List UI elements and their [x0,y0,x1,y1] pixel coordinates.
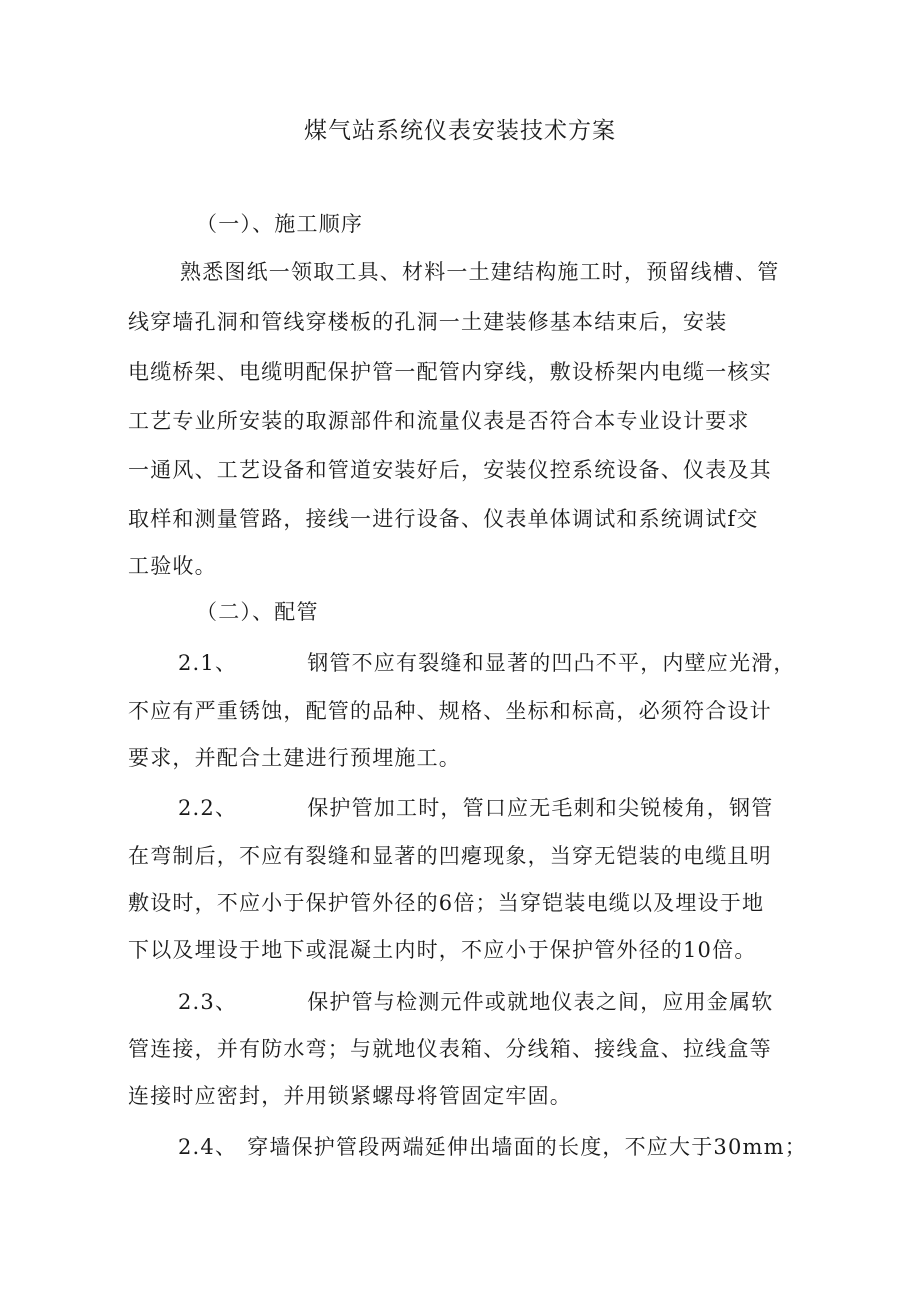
clause-text: 穿墙保护管段两端延伸出墙面的长度，不应大于30mm； [247,1135,807,1159]
paragraph-line: 熟悉图纸一领取工具、材料一土建结构施工时，预留线槽、管 [180,260,780,284]
clause-2-1 [178,649,850,677]
paragraph-line: 下以及埋设于地下或混凝土内时，不应小于保护管外径的10倍。 [128,938,757,962]
paragraph-line: 要求，并配合土建进行预埋施工。 [128,746,461,770]
paragraph-line: 不应有严重锈蚀，配管的品种、规格、坐标和标高，必须符合设计 [128,699,772,723]
clause-number: 2.2、 [178,796,238,820]
clause-text: 保护管与检测元件或就地仪表之间，应用金属软 [307,990,774,1014]
paragraph-line: 敷设时，不应小于保护管外径的6倍；当穿铠装电缆以及埋设于地 [128,891,765,915]
paragraph-line: 连接时应密封，并用锁紧螺母将管固定牢固。 [128,1084,572,1108]
section-heading-1: （一）、施工顺序 [196,212,364,236]
clause-text: 钢管不应有裂缝和显著的凹凸不平，内壁应光滑， [307,651,796,675]
clause-2-3 [178,988,850,1016]
clause-number: 2.3、 [178,990,238,1014]
section-heading-2: （二）、配管 [196,600,319,624]
paragraph-line: 电缆桥架、电缆明配保护管一配管内穿线，敷设桥架内电缆一核实 [128,360,772,384]
clause-number: 2.1、 [178,651,238,675]
paragraph-line: 工艺专业所安装的取源部件和流量仪表是否符合本专业设计要求 [128,409,750,433]
paragraph-line: 管连接，并有防水弯；与就地仪表箱、分线箱、接线盒、拉线盒等 [128,1037,772,1061]
paragraph-line: 在弯制后，不应有裂缝和显著的凹瘪现象，当穿无铠装的电缆且明 [128,844,772,868]
paragraph-line: 工验收。 [128,554,217,578]
page-title: 煤气站系统仪表安装技术方案 [304,118,616,144]
clause-2-2 [178,794,850,822]
paragraph-line: 一通风、工艺设备和管道安装好后，安装仪控系统设备、仪表及其 [128,458,772,482]
paragraph-line: 取样和测量管路，接线一进行设备、仪表单体调试和系统调试f交 [128,507,759,531]
paragraph-line: 线穿墙孔洞和管线穿楼板的孔洞一土建装修基本结束后，安装 [128,310,728,334]
clause-text: 保护管加工时，管口应无毛刺和尖锐棱角，钢管 [307,796,774,820]
clause-2-4 [178,1133,850,1161]
clause-number: 2.4、 [178,1135,238,1159]
